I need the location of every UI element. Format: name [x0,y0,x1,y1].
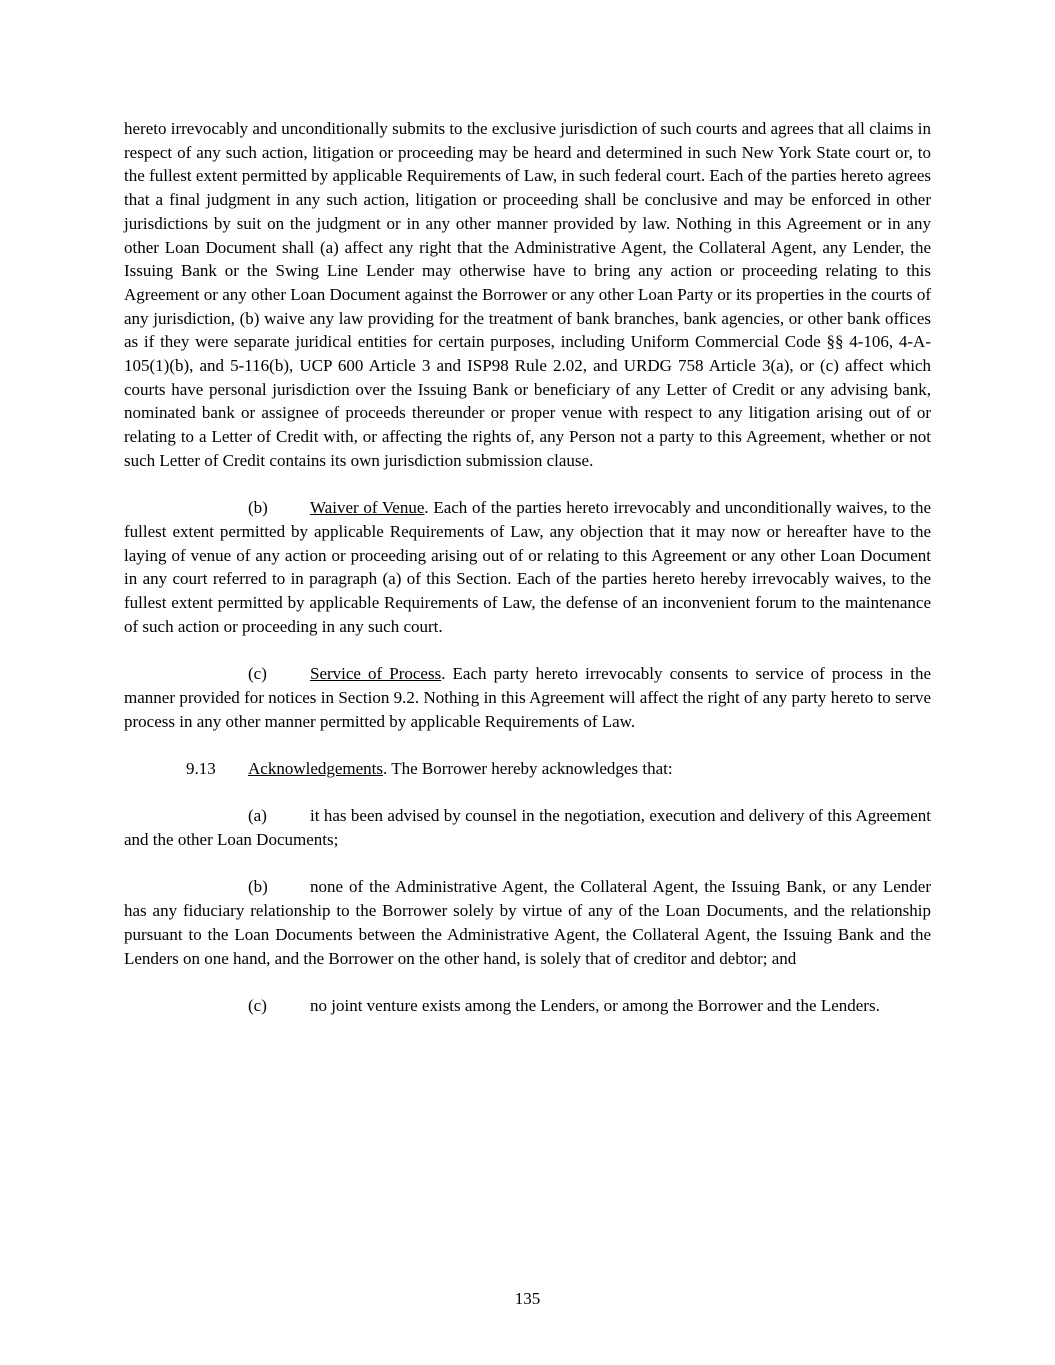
paragraph-acknowledgement-b [124,875,931,970]
clause-body-ack-c: no joint venture exists among the Lenders, or among the Borrower and the Lenders. [310,995,880,1015]
clause-marker-ack-b: (b) [248,877,268,897]
clause-body-service-of-process: . Each party hereto irrevocably consents to service of process in the manner provided for notices in Section 9.2. Nothing in this Agreement will affect the right of any party hereto to serve process in any other manner permitted by applicable Requirements of Law. [124,664,932,731]
clause-body-ack-b: none of the Administrative Agent, the Collateral Agent, the Issuing Bank, or any Lender has any fiduciary relationship to the Borrower solely by virtue of any of the Loan Documents, and the relationship pursuant to the Loan Documents between the Administrative Agent, the Collateral Agent, the Issuing Bank and the Lenders on one hand, and the Borrower on the other hand, is solely that of creditor and debtor; and [124,877,931,968]
clause-heading-service-of-process: Service of Process [310,664,442,684]
section-number-9-13: 9.13 [186,758,216,778]
clause-body-ack-a: it has been advised by counsel in the negotiation, execution and delivery of this Agreement and the other Loan Documents; [124,806,931,850]
page-number: 135 [514,1289,541,1308]
paragraph-acknowledgement-a [124,804,931,851]
section-body-acknowledgements: . The Borrower hereby acknowledges that: [383,758,673,778]
clause-marker-ack-c: (c) [248,995,267,1015]
clause-marker-ack-a: (a) [248,806,267,826]
clause-marker-c: (c) [248,664,267,684]
paragraph-acknowledgements-section [124,757,931,781]
section-heading-acknowledgements: Acknowledgements [248,758,384,778]
paragraph-service-of-process [124,662,931,733]
clause-body-waiver-of-venue: . Each of the parties hereto irrevocably and unconditionally waives, to the fullest extent permitted by applicable Requirements of Law, any objection that it may now or hereafter have to the laying of venue of any action or proceeding arising out of or relating to this Agreement or any other Loan Document in any court referred to in paragraph (a) of this Section. Each of the parties hereto hereby irrevocably waives, to the fullest extent permitted by applicable Requirements of Law, the defense of an inconvenient forum to the maintenance of such action or proceeding in any such court. [124,498,931,636]
clause-marker-b: (b) [248,498,268,518]
page-content [124,117,931,1018]
paragraph-waiver-of-venue [124,496,931,638]
paragraph-jurisdiction-continuation: hereto irrevocably and unconditionally submits to the exclusive jurisdiction of such courts and agrees that all claims in respect of any such action, litigation or proceeding may be heard and determined in such New York State court or, to the fullest extent permitted by applicable Requirements of Law, in such federal court. Each of the parties hereto agrees that a final judgment in any such action, litigation or proceeding shall be conclusive and may be enforced in other jurisdictions by suit on the judgment or in any other manner provided by law. Nothing in this Agreement or in any other Loan Document shall (a) affect any right that the Administrative Agent, the Collateral Agent, any Lender, the Issuing Bank or the Swing Line Lender may otherwise have to bring any action or proceeding relating to this Agreement or any other Loan Document against the Borrower or any other Loan Party or its properties in the courts of any jurisdiction, (b) waive any law providing for the treatment of bank branches, bank agencies, or other bank offices as if they were separate juridical entities for certain purposes, including Uniform Commercial Code §§ 4-106, 4-A-105(1)(b), and 5-116(b), UCP 600 Article 3 and ISP98 Rule 2.02, and URDG 758 Article 3(a), or (c) affect which courts have personal jurisdiction over the Issuing Bank or beneficiary of any Letter of Credit or any advising bank, nominated bank or assignee of proceeds thereunder or proper venue with respect to any litigation arising out of or relating to a Letter of Credit with, or affecting the rights of, any Person not a party to this Agreement, whether or not such Letter of Credit contains its own jurisdiction submission clause. [124,119,931,470]
clause-heading-waiver-of-venue: Waiver of Venue [310,498,425,518]
paragraph-acknowledgement-c [124,994,931,1018]
